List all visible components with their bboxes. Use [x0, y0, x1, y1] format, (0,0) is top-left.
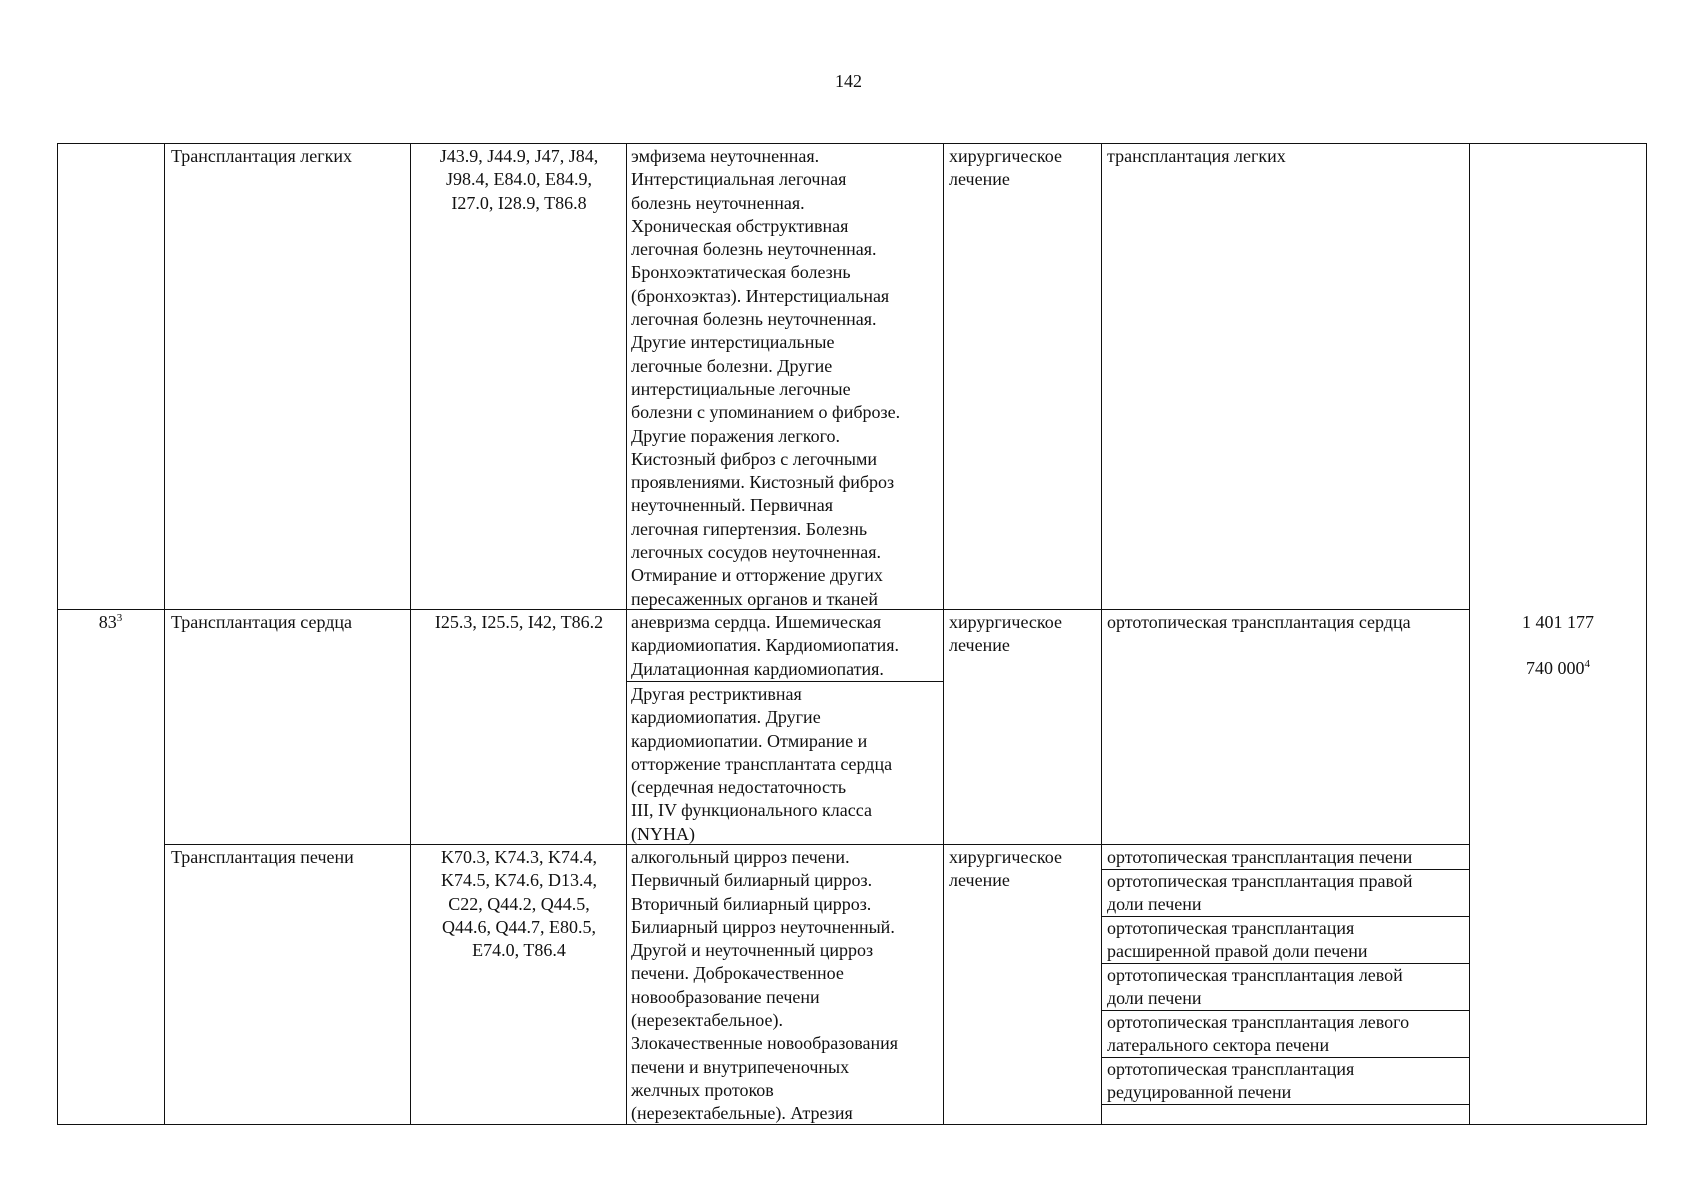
col-divider [410, 143, 411, 1125]
heart-price-1: 1 401 177 [1522, 612, 1594, 632]
liver-method: ортотопическая трансплантация печени [1107, 847, 1413, 867]
liver-treatment: хирургическое лечение [949, 847, 1062, 891]
lungs-codes: J43.9, J44.9, J47, J84, J98.4, E84.0, E84.9, I27.0, I28.9, T86.8 [439, 146, 599, 213]
col-divider [943, 143, 944, 1125]
heart-codes: I25.3, I25.5, I42, T86.2 [434, 612, 604, 632]
col-divider [1101, 143, 1102, 1125]
heart-diagnosis-a: аневризма сердца. Ишемическая кардиомиопатия. Кардиомиопатия. Дилатационная кардиомиопатия. [631, 612, 900, 679]
heart-treatment: хирургическое лечение [949, 612, 1062, 656]
lungs-diagnosis: эмфизема неуточненная. Интерстициальная легочная болезнь неуточненная. Хроническая обструктивная легочная болезнь неуточненная. Бронхоэктатическая болезнь (бронхоэктаз). Интерстициальная легочная болезнь неуточненная. Другие интерстициальные легочные болезни. Другие интерстициальные легочные болезни с упоминанием о фиброзе. Другие поражения легкого. Кистозный фиброз с легочными проявлениями. Кистозный фиброз неуточненный. Первичная легочная гипертензия. Болезнь легочных сосудов неуточненная. Отмирание и отторжение других пересаженных органов и тканей [631, 146, 901, 609]
liver-codes: K70.3, K74.3, K74.4, K74.5, K74.6, D13.4, C22, Q44.2, Q44.5, Q44.6, Q44.7, E80.5, E74.0, T86.4 [441, 847, 597, 961]
liver-diagnosis: алкогольный цирроз печени. Первичный билиарный цирроз. Вторичный билиарный цирроз. Билиарный цирроз неуточненный. Другой и неуточненный цирроз печени. Доброкачественное новообразование печени (нерезектабельное). Злокачественные новообразования печени и внутрипеченочных желчных протоков (нерезектабельные). Атрезия [631, 847, 899, 1124]
col-divider [164, 143, 165, 1125]
liver-method: ортотопическая трансплантация левой доли печени [1107, 965, 1403, 1009]
heart-diagnosis-b: Другая рестриктивная кардиомиопатия. Другие кардиомиопатии. Отмирание и отторжение трансплантата сердца (сердечная недостаточность III, IV функционального класса (NYHA) [631, 684, 893, 844]
lungs-treatment: хирургическое лечение [949, 146, 1062, 190]
page-number: 142 [835, 71, 862, 91]
liver-method: ортотопическая трансплантация расширенной правой доли печени [1107, 918, 1368, 962]
liver-method: ортотопическая трансплантация правой доли печени [1107, 871, 1413, 915]
liver-name: Трансплантация печени [171, 847, 354, 867]
heart-price-2: 740 $000^4$ [1526, 658, 1590, 678]
cell-divider [626, 681, 943, 682]
heart-name: Трансплантация сердца [171, 612, 353, 632]
col-divider [626, 143, 627, 1125]
liver-method: ортотопическая трансплантация редуцированной печени [1107, 1059, 1355, 1103]
liver-method: ортотопическая трансплантация левого латерального сектора печени [1107, 1012, 1410, 1056]
lungs-name: Трансплантация легких [171, 146, 353, 166]
heart-method: ортотопическая трансплантация сердца [1107, 612, 1411, 632]
heart-number: $83^3$ [98, 612, 123, 632]
lungs-method: трансплантация легких [1107, 146, 1286, 166]
